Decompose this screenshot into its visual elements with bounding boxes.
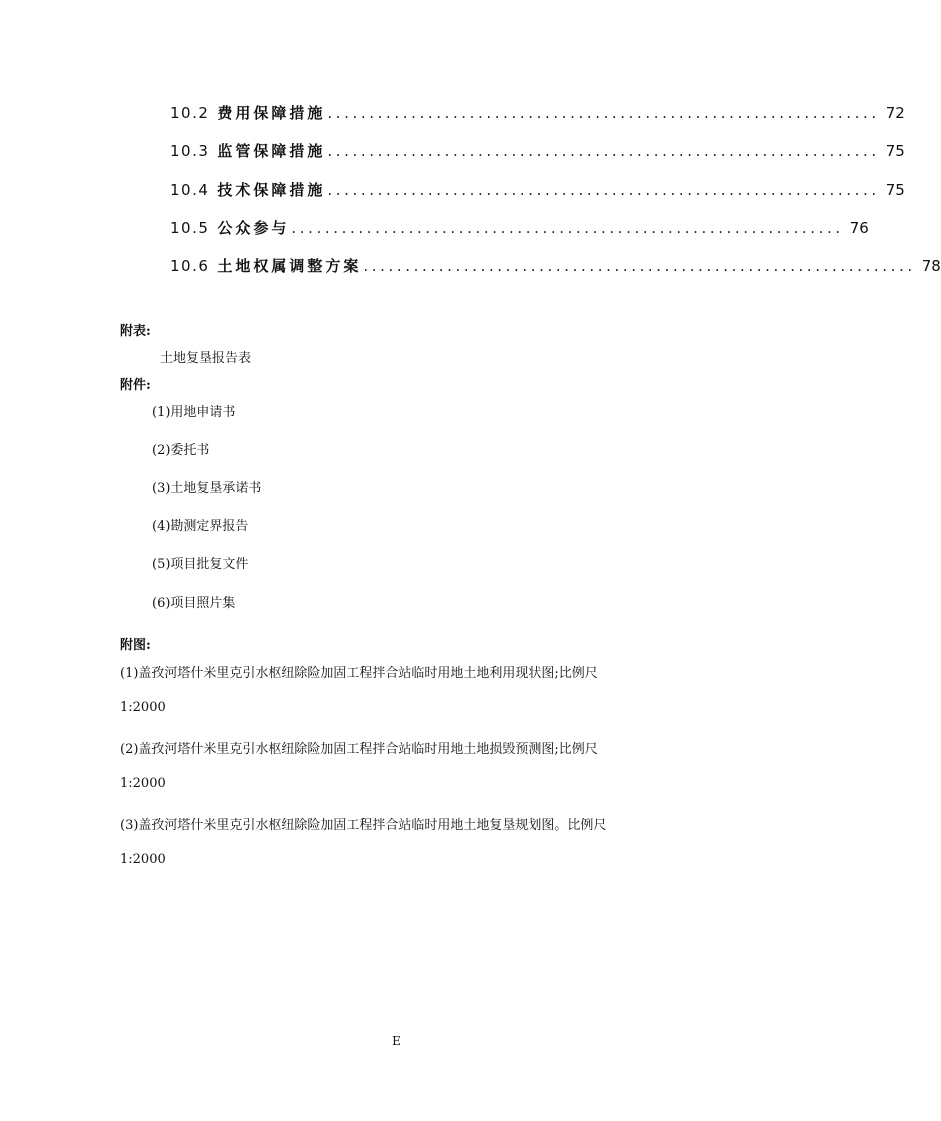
toc-entry-10-2[interactable] xyxy=(170,102,905,140)
toc-section-number: 10.6 xyxy=(170,257,210,276)
toc-section-number: 10.4 xyxy=(170,180,210,199)
toc-page-number: 75 xyxy=(885,180,905,199)
toc-entry-10-4[interactable] xyxy=(170,179,905,217)
toc-entry-10-6[interactable] xyxy=(170,255,941,293)
toc-entry-10-3[interactable] xyxy=(170,140,905,178)
attachments-heading: 附件: xyxy=(120,378,151,393)
figure-item-scale: 1:2000 xyxy=(120,776,166,791)
figure-item-title: (2)盖孜河塔什米里克引水枢纽除险加固工程拌合站临时用地土地损毁预测图;比例尺 xyxy=(120,742,598,757)
toc-section-number: 10.2 xyxy=(170,104,210,122)
figure-item-title: (3)盖孜河塔什米里克引水枢纽除险加固工程拌合站临时用地土地复垦规划图。比例尺 xyxy=(120,818,607,833)
attachment-item: (2)委托书 xyxy=(152,443,210,458)
attachment-item: (6)项目照片集 xyxy=(152,596,236,611)
toc-section-number: 10.3 xyxy=(170,142,210,161)
table-of-contents xyxy=(170,102,941,293)
toc-page-number: 78 xyxy=(921,257,941,276)
figure-item-scale: 1:2000 xyxy=(120,852,166,867)
toc-dot-leader: .................................................................. xyxy=(327,142,880,161)
figures-heading: 附图: xyxy=(120,638,151,653)
toc-section-title: 土地权属调整方案 xyxy=(217,257,362,276)
toc-dot-leader: .................................................................. xyxy=(291,218,844,237)
attachment-item: (5)项目批复文件 xyxy=(152,557,249,572)
figure-item-title: (1)盖孜河塔什米里克引水枢纽除险加固工程拌合站临时用地土地利用现状图;比例尺 xyxy=(120,666,598,681)
attachment-item: (4)勘测定界报告 xyxy=(152,519,249,534)
toc-entry-10-5[interactable] xyxy=(170,217,869,255)
toc-page-number: 72 xyxy=(885,104,905,122)
toc-page-number: 75 xyxy=(885,142,905,161)
toc-section-title: 费用保障措施 xyxy=(217,104,326,122)
schedule-heading: 附表: xyxy=(120,324,151,339)
toc-section-title: 技术保障措施 xyxy=(217,180,326,199)
toc-page-number: 76 xyxy=(849,218,869,237)
toc-dot-leader: .................................................................. xyxy=(327,180,880,199)
attachment-item: (1)用地申请书 xyxy=(152,405,236,420)
page-number: E xyxy=(392,1034,401,1048)
toc-dot-leader: .................................................................. xyxy=(327,104,880,122)
toc-dot-leader: .................................................................. xyxy=(363,257,916,276)
toc-section-title: 公众参与 xyxy=(217,218,290,237)
toc-section-number: 10.5 xyxy=(170,218,210,237)
figure-item-scale: 1:2000 xyxy=(120,700,166,715)
attachment-item: (3)土地复垦承诺书 xyxy=(152,481,262,496)
toc-section-title: 监管保障措施 xyxy=(217,142,326,161)
schedule-item: 土地复垦报告表 xyxy=(160,351,252,366)
